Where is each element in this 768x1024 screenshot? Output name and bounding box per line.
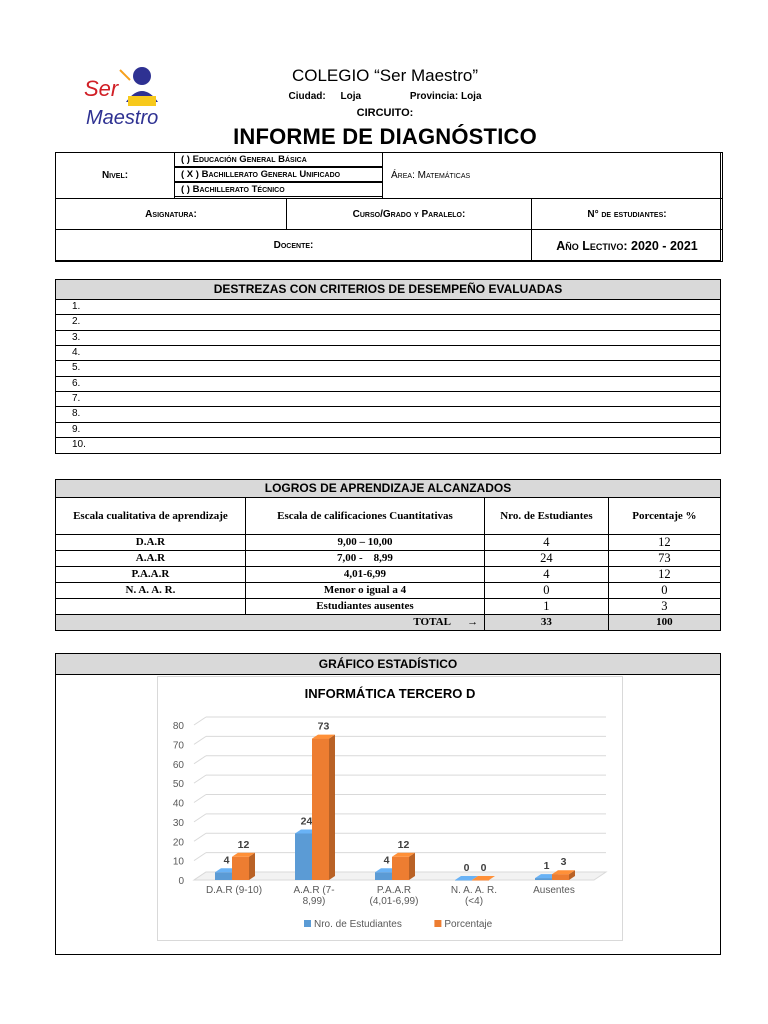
circuito-label: CIRCUITO: — [356, 107, 414, 119]
table-row — [56, 550, 720, 566]
bar-front — [375, 872, 392, 880]
y-tick-label: 50 — [172, 779, 184, 791]
y-tick-label: 80 — [172, 721, 184, 732]
x-tick-label: A.A.R (7- — [293, 885, 335, 896]
logo-book-icon — [128, 96, 156, 106]
page-title: INFORME DE DIAGNÓSTICO — [233, 124, 537, 149]
y-tick-label: 0 — [178, 876, 184, 887]
total-porcentaje: 100 — [608, 614, 720, 630]
destreza-row[interactable]: 5. — [56, 361, 720, 376]
cell-escala: N. A. A. R. — [56, 582, 245, 598]
header-porcentaje: Porcentaje % — [608, 498, 720, 534]
cell-rango: 7,00 - 8,99 — [245, 550, 484, 566]
arrow-right-icon: → — [467, 616, 479, 629]
bar-value-label: 1 — [543, 860, 550, 873]
header-escala-cualitativa: Escala cualitativa de aprendizaje — [56, 498, 245, 534]
school-name: COLEGIO “Ser Maestro” — [291, 66, 479, 85]
provincia: Provincia: Loja — [409, 91, 482, 102]
cell-rango: 4,01-6,99 — [245, 566, 484, 582]
curso-field[interactable]: Curso/Grado y Paralelo: — [286, 198, 532, 230]
bar-value-label: 3 — [560, 856, 567, 869]
logo-head-icon — [133, 67, 151, 85]
bar-front — [295, 834, 312, 881]
header-nro-estudiantes: Nro. de Estudiantes — [485, 498, 609, 534]
total-row — [56, 614, 720, 630]
table-row — [56, 582, 720, 598]
x-tick-label: D.A.R (9-10) — [205, 885, 263, 896]
bar-front — [535, 878, 552, 880]
bar-front — [232, 857, 249, 880]
bar-value-label: 4 — [383, 854, 390, 867]
x-tick-label: Ausentes — [533, 885, 575, 896]
cell-porcentaje: 12 — [608, 566, 720, 582]
cell-porcentaje: 12 — [608, 534, 720, 550]
bar-value-label: 12 — [397, 838, 410, 851]
destreza-row[interactable]: 4. — [56, 346, 720, 361]
bar-value-label: 0 — [480, 862, 487, 874]
cell-escala: D.A.R — [56, 534, 245, 550]
y-tick-label: 70 — [172, 740, 184, 752]
cell-estudiantes: 4 — [485, 566, 609, 582]
x-tick-label: 8,99) — [302, 896, 326, 907]
x-tick-label: (4,01-6,99) — [369, 896, 419, 907]
gridline-side — [194, 833, 206, 841]
bar-value-label: 73 — [317, 720, 330, 733]
info-table — [55, 152, 721, 261]
bar-side — [249, 853, 255, 880]
y-tick-label: 10 — [172, 856, 184, 868]
destreza-row[interactable]: 7. — [56, 392, 720, 407]
gridline-side — [194, 756, 206, 764]
asignatura-field[interactable]: Asignatura: — [55, 198, 287, 230]
total-label-text: TOTAL — [413, 616, 451, 629]
bar-value-label: 24 — [300, 815, 313, 828]
y-tick-label: 40 — [172, 798, 184, 810]
destrezas-title: DESTREZAS CON CRITERIOS DE DESEMPEÑO EVALUADAS — [56, 280, 720, 300]
bar-side — [409, 853, 415, 880]
cell-estudiantes: 0 — [485, 582, 609, 598]
total-spacer — [56, 614, 245, 630]
destreza-row[interactable]: 9. — [56, 423, 720, 438]
gridline-side — [194, 814, 206, 822]
logros-table — [55, 479, 721, 631]
ciudad-value: Loja — [340, 91, 362, 102]
destreza-row[interactable]: 6. — [56, 377, 720, 392]
gridline-side — [194, 736, 206, 744]
table-row — [56, 566, 720, 582]
x-tick-label: N. A. A. R. — [450, 885, 498, 896]
area-field[interactable]: Área: Matemáticas — [382, 152, 723, 199]
legend-swatch — [304, 920, 311, 927]
legend-label: Porcentaje — [444, 919, 493, 930]
chart-frame — [157, 676, 623, 941]
header-escala-cuantitativa: Escala de calificaciones Cuantitativas — [245, 498, 484, 534]
cell-porcentaje: 0 — [608, 582, 720, 598]
total-label — [245, 614, 484, 630]
nivel-option-egb[interactable]: ( ) Educación General Básica — [174, 152, 383, 167]
destreza-row[interactable]: 10. — [72, 439, 86, 451]
bar-chart — [158, 677, 622, 940]
y-tick-label: 60 — [172, 759, 184, 771]
cell-rango: 9,00 – 10,00 — [245, 534, 484, 550]
bar-value-label: 12 — [237, 838, 250, 851]
table-row — [56, 598, 720, 614]
gridline-side — [194, 853, 206, 861]
y-tick-label: 20 — [172, 837, 184, 849]
cell-escala: A.A.R — [56, 550, 245, 566]
nivel-option-bt[interactable]: ( ) Bachillerato Técnico — [174, 182, 383, 197]
destrezas-table — [55, 279, 721, 454]
cell-rango: Estudiantes ausentes — [245, 598, 484, 614]
bar-front — [552, 874, 569, 880]
logo-text-maestro: Maestro — [86, 107, 159, 129]
cell-estudiantes: 4 — [485, 534, 609, 550]
nivel-label: Nivel: — [55, 152, 175, 199]
logros-grid — [56, 498, 720, 630]
bar-side — [329, 735, 335, 880]
num-estudiantes-field[interactable]: N° de estudiantes: — [531, 198, 723, 230]
cell-estudiantes: 1 — [485, 598, 609, 614]
bar-front — [392, 857, 409, 880]
gridline-side — [194, 717, 206, 725]
gridline-side — [194, 795, 206, 803]
bar-front — [455, 880, 472, 881]
y-tick-label: 30 — [172, 817, 184, 829]
cell-porcentaje: 73 — [608, 550, 720, 566]
cell-porcentaje: 3 — [608, 598, 720, 614]
bar-front — [472, 880, 489, 881]
anio-lectivo: Año Lectivo: 2020 - 2021 — [531, 229, 723, 262]
x-tick-label: (<4) — [464, 896, 484, 907]
cell-escala: P.A.A.R — [56, 566, 245, 582]
nivel-option-bgu[interactable]: ( X ) Bachillerato General Unificado — [174, 167, 383, 182]
logo-text-ser: Ser — [84, 76, 119, 101]
cell-rango: Menor o igual a 4 — [245, 582, 484, 598]
table-row — [56, 534, 720, 550]
destreza-row[interactable]: 8. — [56, 407, 720, 422]
grafico-section — [55, 653, 721, 955]
location-line — [220, 91, 550, 102]
chart-title: INFORMÁTICA TERCERO D — [304, 686, 476, 701]
bar-front — [215, 872, 232, 880]
docente-field[interactable]: Docente: — [55, 229, 532, 262]
x-tick-label: P.A.A.R — [376, 885, 412, 896]
bar-value-label: 0 — [463, 862, 470, 874]
gridline-side — [194, 775, 206, 783]
total-estudiantes: 33 — [485, 614, 609, 630]
cell-escala — [56, 598, 245, 614]
ciudad-label: Ciudad: — [288, 91, 326, 102]
legend-label: Nro. de Estudiantes — [314, 919, 402, 930]
destreza-row[interactable]: 1. — [56, 300, 720, 315]
destreza-row[interactable]: 2. — [56, 315, 720, 330]
logo-star-icon — [120, 70, 130, 80]
legend-swatch — [434, 920, 441, 927]
cell-estudiantes: 24 — [485, 550, 609, 566]
bar-value-label: 4 — [223, 854, 230, 867]
grafico-title: GRÁFICO ESTADÍSTICO — [56, 654, 720, 675]
bar-front — [312, 739, 329, 880]
destreza-row[interactable]: 3. — [56, 331, 720, 346]
logros-title: LOGROS DE APRENDIZAJE ALCANZADOS — [56, 480, 720, 498]
